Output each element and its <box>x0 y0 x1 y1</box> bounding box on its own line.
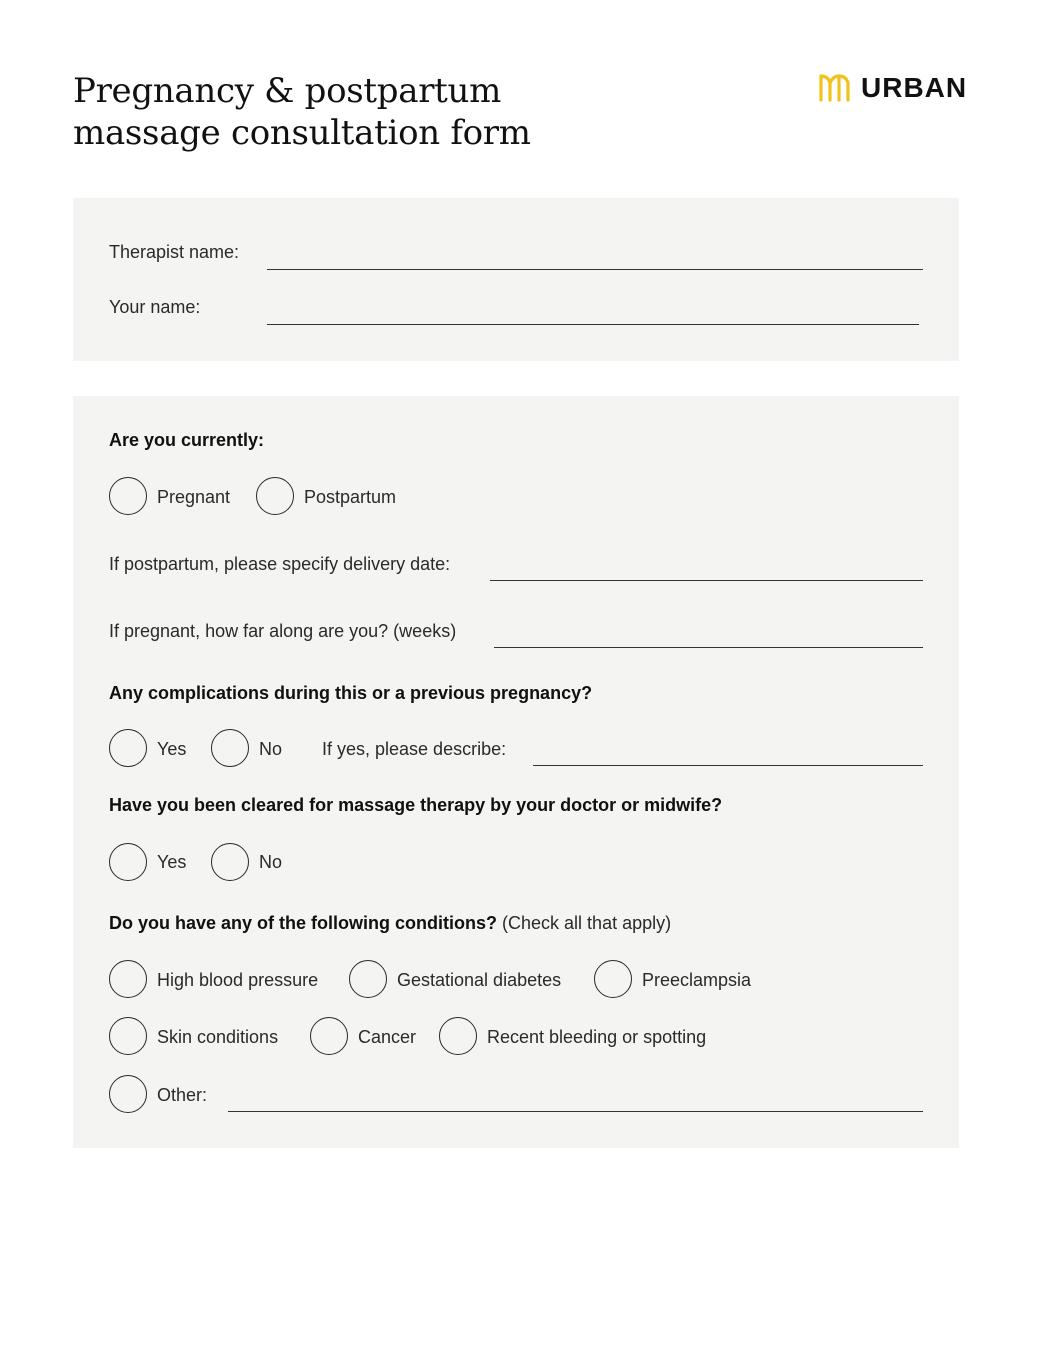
recent-bleeding-label: Recent bleeding or spotting <box>487 1027 707 1047</box>
status-question: Are you currently: <box>109 430 265 450</box>
conditions-question-text: Do you have any of the following conditions? <box>109 913 498 933</box>
clearance-no-label: No <box>259 852 283 872</box>
clearance-question: Have you been cleared for massage therapy by your doctor or midwife? <box>109 795 723 815</box>
weeks-pregnant-label: If pregnant, how far along are you? (weeks) <box>109 621 457 641</box>
gestational-diabetes-label: Gestational diabetes <box>397 970 562 990</box>
high-blood-pressure-label: High blood pressure <box>157 970 319 990</box>
clearance-no-radio[interactable] <box>211 843 249 881</box>
title-line-1: Pregnancy & postpartum <box>73 71 502 111</box>
therapist-name-field[interactable] <box>267 269 923 270</box>
gestational-diabetes-checkbox[interactable] <box>349 960 387 998</box>
page-title <box>73 70 593 154</box>
postpartum-radio[interactable] <box>256 477 294 515</box>
identity-panel <box>73 198 959 361</box>
other-condition-checkbox[interactable] <box>109 1075 147 1113</box>
complications-question: Any complications during this or a previous pregnancy? <box>109 683 593 703</box>
recent-bleeding-checkbox[interactable] <box>439 1017 477 1055</box>
skin-conditions-checkbox[interactable] <box>109 1017 147 1055</box>
logo-text: URBAN <box>861 72 968 103</box>
complications-no-radio[interactable] <box>211 729 249 767</box>
title-line-2: massage consultation form <box>73 113 531 153</box>
postpartum-label: Postpartum <box>304 487 397 507</box>
preeclampsia-checkbox[interactable] <box>594 960 632 998</box>
delivery-date-field[interactable] <box>490 580 923 581</box>
complications-no-label: No <box>259 739 283 759</box>
pregnant-radio[interactable] <box>109 477 147 515</box>
urban-logo <box>819 72 969 106</box>
preeclampsia-label: Preeclampsia <box>642 970 752 990</box>
complications-describe-label: If yes, please describe: <box>322 739 507 759</box>
clearance-yes-label: Yes <box>157 852 187 872</box>
clearance-yes-radio[interactable] <box>109 843 147 881</box>
your-name-label: Your name: <box>109 297 201 317</box>
conditions-question <box>109 912 671 934</box>
urban-logo-icon <box>819 73 853 103</box>
other-condition-field[interactable] <box>228 1111 923 1112</box>
delivery-date-label: If postpartum, please specify delivery date: <box>109 554 451 574</box>
cancer-checkbox[interactable] <box>310 1017 348 1055</box>
cancer-label: Cancer <box>358 1027 417 1047</box>
therapist-name-label: Therapist name: <box>109 242 240 262</box>
weeks-pregnant-field[interactable] <box>494 647 923 648</box>
other-condition-label: Other: <box>157 1085 208 1105</box>
your-name-field[interactable] <box>267 324 919 325</box>
pregnant-label: Pregnant <box>157 487 231 507</box>
conditions-question-note: (Check all that apply) <box>502 913 672 933</box>
complications-describe-field[interactable] <box>533 765 923 766</box>
complications-yes-label: Yes <box>157 739 187 759</box>
skin-conditions-label: Skin conditions <box>157 1027 279 1047</box>
complications-yes-radio[interactable] <box>109 729 147 767</box>
high-blood-pressure-checkbox[interactable] <box>109 960 147 998</box>
